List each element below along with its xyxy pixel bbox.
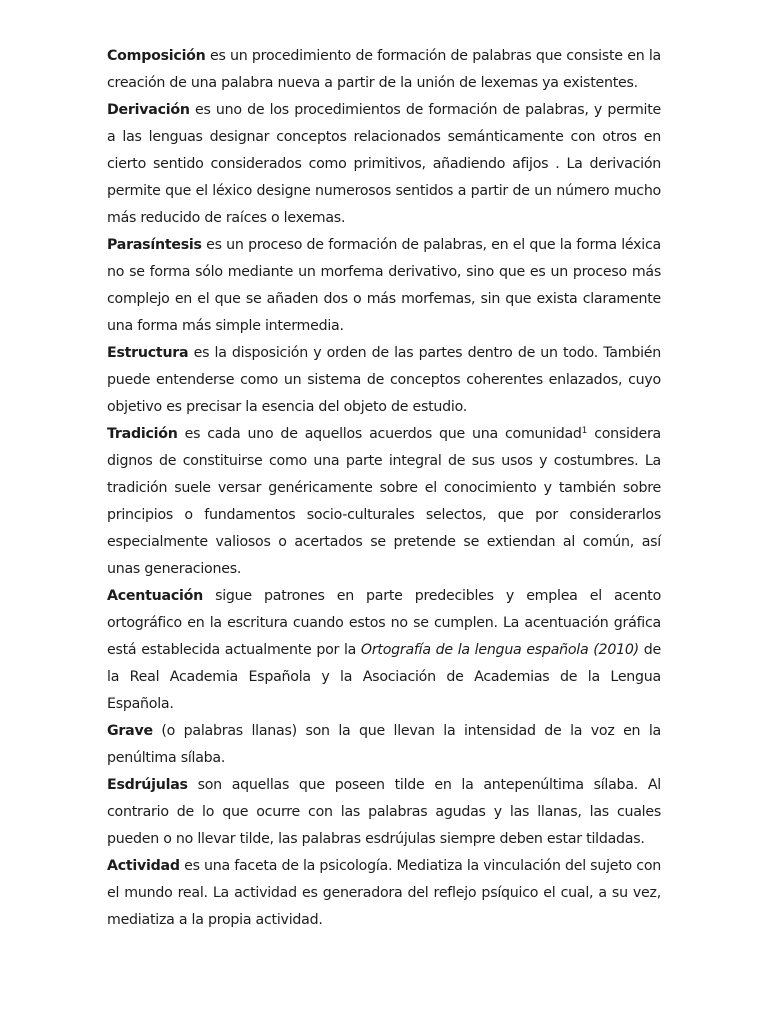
term-label: Composición: [107, 48, 206, 64]
footnote-marker: 1: [581, 426, 588, 436]
definition-text: es una faceta de la psicología. Mediatiza la vinculación del sujeto con el mundo real. La actividad es generadora del reflejo psíquico el cual, a su vez, mediatiza a la propia actividad.: [107, 858, 661, 928]
definition-text: sigue patrones en parte predecibles y emplea el acento ortográfico en la escritura cuando estos no se cumplen. La acentuación gráfica está establecida actualmente por la: [107, 588, 661, 658]
entry-grave: [107, 718, 661, 772]
entry-parasintesis: [107, 232, 661, 340]
definition-text: es un proceso de formación de palabras, en el que la forma léxica no se forma sólo mediante un morfema derivativo, sino que es un proceso más complejo en el que se añaden dos o más morfemas, sin que exista claramente una forma más simple intermedia.: [107, 237, 661, 334]
term-label: Actividad: [107, 858, 180, 874]
definition-text: de la Real Academia Española y la Asociación de Academias de la Lengua Española.: [107, 642, 662, 712]
definition-text: son aquellas que poseen tilde en la antepenúltima sílaba. Al contrario de lo que ocurre con las palabras agudas y las llanas, las cuales pueden o no llevar tilde, las palabras esdrújulas siempre deben estar tildadas.: [107, 777, 661, 847]
definition-text: es un procedimiento de formación de palabras que consiste en la creación de una palabra nueva a partir de la unión de lexemas ya existentes.: [107, 48, 661, 91]
entry-tradicion: [107, 421, 661, 583]
term-label: Parasíntesis: [107, 237, 202, 253]
entry-composicion: [107, 43, 661, 97]
document-page: [107, 43, 661, 934]
term-label: Esdrújulas: [107, 777, 188, 793]
definition-text: es la disposición y orden de las partes dentro de un todo. También puede entenderse como un sistema de conceptos coherentes enlazados, cuyo objetivo es precisar la esencia del objeto de estudio.: [107, 345, 661, 415]
term-label: Grave: [107, 723, 153, 739]
entry-acentuacion: [107, 583, 661, 718]
definition-text: (o palabras llanas) son la que llevan la intensidad de la voz en la penúltima sílaba.: [107, 723, 661, 766]
term-label: Estructura: [107, 345, 189, 361]
term-label: Tradición: [107, 426, 178, 442]
definition-text: considera dignos de constituirse como una parte integral de sus usos y costumbres. La tradición suele versar genéricamente sobre el conocimiento y también sobre principios o fundamentos socio-culturales selectos, que por considerarlos especialmente valiosos o acertados se pretende se extiendan al común, así unas generaciones.: [107, 426, 662, 577]
entry-derivacion: [107, 97, 661, 232]
definition-text: es cada uno de aquellos acuerdos que una comunidad: [177, 426, 582, 442]
definition-text: es uno de los procedimientos de formación de palabras, y permite a las lenguas designar conceptos relacionados semánticamente con otros en cierto sentido considerados como primitivos, añadiendo afijos . La derivación permite que el léxico designe numerosos sentidos a partir de un número mucho más reducido de raíces o lexemas.: [107, 102, 661, 226]
entry-estructura: [107, 340, 661, 421]
term-label: Acentuación: [107, 588, 203, 604]
term-label: Derivación: [107, 102, 190, 118]
entry-esdrujulas: [107, 772, 661, 853]
entry-actividad: [107, 853, 661, 934]
citation-title: Ortografía de la lengua española (2010): [360, 642, 639, 658]
